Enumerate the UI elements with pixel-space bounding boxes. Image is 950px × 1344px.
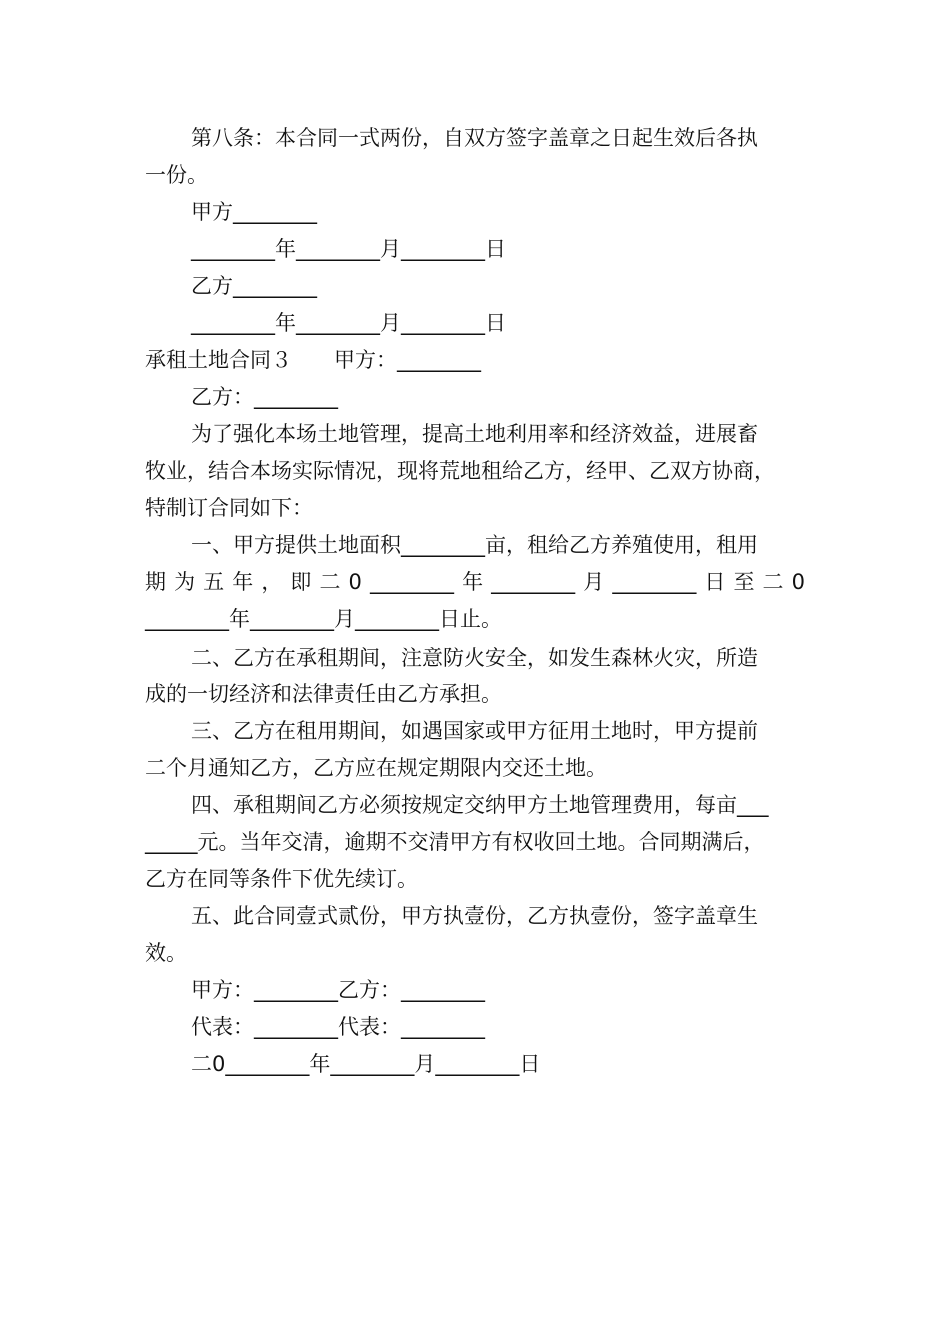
clause-4-line: _____元。当年交清，逾期不交清甲方有权收回土地。合同期满后， bbox=[145, 830, 765, 854]
paragraph-line: 牧业，结合本场实际情况，现将荒地租给乙方，经甲、乙双方协商， bbox=[145, 459, 775, 483]
clause-1-spread-line bbox=[145, 568, 805, 596]
char: 月 bbox=[583, 570, 605, 594]
signature-representatives-line: 代表：________代表：________ bbox=[191, 1015, 485, 1039]
date-line: ________年________月________日 bbox=[191, 237, 506, 261]
clause-2-line: 二、乙方在承租期间，注意防火安全，如发生森林火灾，所造 bbox=[191, 646, 758, 670]
char: 五 bbox=[203, 570, 225, 594]
date-line: ________年________月________日 bbox=[191, 311, 506, 335]
signature-line-party-b: 乙方________ bbox=[191, 274, 317, 298]
char: 日 bbox=[704, 570, 726, 594]
signing-date-line: 二0________年________月________日 bbox=[191, 1052, 541, 1076]
char: 期 bbox=[145, 570, 166, 594]
char: 0 bbox=[348, 570, 362, 594]
char: 二 bbox=[319, 570, 341, 594]
char: 二 bbox=[762, 570, 784, 594]
clause-3-line: 三、乙方在租用期间，如遇国家或甲方征用土地时，甲方提前 bbox=[191, 719, 758, 743]
char: 即 bbox=[290, 570, 312, 594]
clause-5-line: 五、此合同壹式贰份，甲方执壹份，乙方执壹份，签字盖章生 bbox=[191, 904, 758, 928]
blank: ________ bbox=[370, 570, 454, 594]
signature-parties-line: 甲方：________乙方：________ bbox=[191, 978, 485, 1002]
paragraph-line: 一份。 bbox=[145, 163, 208, 187]
clause-4-line: 四、承租期间乙方必须按规定交纳甲方土地管理费用，每亩___ bbox=[191, 793, 769, 817]
char: 0 bbox=[791, 570, 805, 594]
clause-3-line: 二个月通知乙方，乙方应在规定期限内交还土地。 bbox=[145, 756, 607, 780]
char: 年 bbox=[462, 570, 484, 594]
paragraph-line: 为了强化本场土地管理，提高土地利用率和经济效益，进展畜 bbox=[191, 422, 758, 446]
contract-title-line: 承租土地合同３ 甲方：________ bbox=[145, 348, 481, 372]
signature-line-party-a: 甲方________ bbox=[191, 200, 317, 224]
char: 至 bbox=[733, 570, 755, 594]
party-b-line: 乙方：________ bbox=[191, 385, 338, 409]
clause-2-line: 成的一切经济和法律责任由乙方承担。 bbox=[145, 682, 502, 706]
paragraph-line: 特制订合同如下： bbox=[145, 496, 313, 520]
blank: ________ bbox=[612, 570, 697, 594]
clause-4-line: 乙方在同等条件下优先续订。 bbox=[145, 867, 418, 891]
char: ， bbox=[261, 570, 283, 594]
char: 年 bbox=[232, 570, 254, 594]
clause-1-line: 一、甲方提供土地面积________亩，租给乙方养殖使用，租用 bbox=[191, 533, 758, 557]
blank: ________ bbox=[491, 570, 576, 594]
paragraph-line: 第八条：本合同一式两份，自双方签字盖章之日起生效后各执 bbox=[191, 126, 758, 150]
clause-5-line: 效。 bbox=[145, 941, 187, 965]
clause-1-line: ________年________月________日止。 bbox=[145, 607, 502, 631]
char: 为 bbox=[174, 570, 196, 594]
